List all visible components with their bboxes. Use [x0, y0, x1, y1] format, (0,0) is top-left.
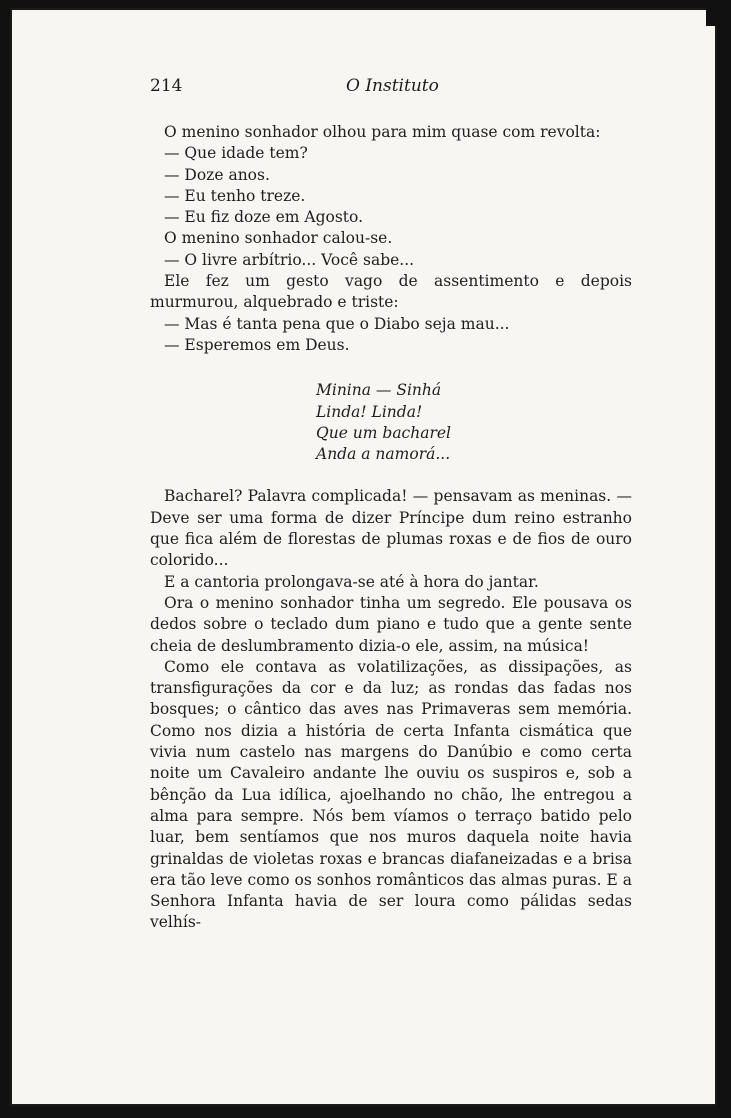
dialogue-line: O menino sonhador calou-se. — [164, 229, 393, 248]
dialogue-line: Ele fez um gesto vago de assentimento e depois murmurou, alquebrado e triste: — [150, 272, 632, 312]
book-page — [10, 8, 717, 1106]
verse-line: Minina — Sinhá — [316, 381, 442, 400]
verse-line: Anda a namorá... — [316, 445, 451, 464]
paragraph: Como ele contava as volatilizações, as dissipações, as transfigurações da cor e da luz; as rondas das fadas nos bosques; o cântico das aves nas Primaveras sem memória. Como nos dizia a história de certa Infanta cismática que vivia num castelo nas margens do Danúbio e como certa noite um Cavaleiro andante lhe ouviu os suspiros e, sob a bênção da Lua idílica, ajoelhando no chão, lhe entregou a alma para sempre. Nós bem víamos o terraço batido pelo luar, bem sentíamos que nos muros daquela noite havia grinaldas de violetas roxas e brancas diafaneizadas e a brisa era tão leve como os sonhos românticos das almas puras. E a Senhora Infanta havia de ser loura como pálidas sedas velhís- — [150, 657, 632, 932]
paragraph: Bacharel? Palavra complicada! — pensavam as meninas. — Deve ser uma forma de dizer Príncipe dum reino estranho que fica além de florestas de plumas roxas e de fios de ouro colorido... — [150, 487, 632, 570]
running-title: O Instituto — [346, 76, 439, 96]
dialogue-line: — Esperemos em Deus. — [164, 335, 350, 354]
page-body — [150, 122, 632, 934]
paragraph: E a cantoria prolongava-se até à hora do jantar. — [164, 572, 539, 591]
paragraph: Ora o menino sonhador tinha um segredo. Ele pousava os dedos sobre o teclado dum piano e tudo que a gente sente cheia de deslumbramento dizia-o ele, assim, na música! — [150, 593, 632, 655]
dialogue-line: — Mas é tanta pena que o Diabo seja mau... — [164, 314, 510, 333]
dialogue-line: O menino sonhador olhou para mim quase com revolta: — [164, 123, 601, 141]
dialogue-line: — Que idade tem? — [164, 144, 308, 163]
verse-stanza — [316, 380, 632, 465]
dialogue-line: — O livre arbítrio... Você sabe... — [164, 250, 415, 269]
page-header — [150, 76, 630, 100]
dialogue-line: — Eu tenho treze. — [164, 186, 306, 205]
verse-line: Que um bacharel — [316, 423, 452, 442]
dialogue-line: — Doze anos. — [164, 165, 270, 184]
dialogue-line: — Eu fiz doze em Agosto. — [164, 208, 364, 227]
scan-border-notch — [706, 0, 718, 26]
page-number: 214 — [150, 76, 183, 96]
verse-line: Linda! Linda! — [316, 402, 423, 421]
